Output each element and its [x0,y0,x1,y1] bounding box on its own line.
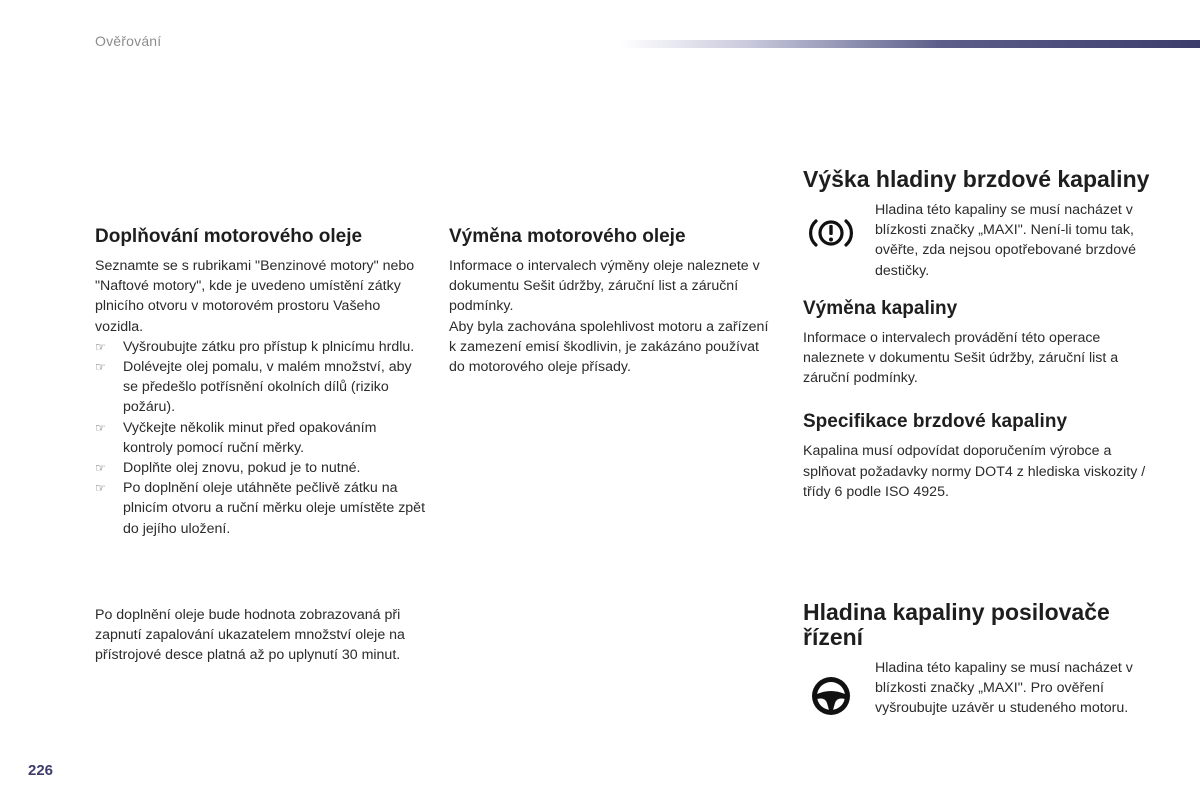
brake-fluid-section [803,167,1163,502]
brake-fluid-spec-title: Specifikace brzdové kapaliny [803,411,1068,433]
list-item: ☞ Po doplnění oleje utáhněte pečlivě zátku na plnicím otvoru a ruční měrku oleje umístěte zpět do jejího uložení. [95,480,426,537]
brake-fluid-spec-text: Kapalina musí odpovídat doporučením výrobce a splňovat požadavky normy DOT4 z hlediska viskozity / třídy 6 podle ISO 4925. [803,443,1146,500]
oil-change-title: Výměna motorového oleje [449,226,686,247]
brake-fluid-row [803,200,1163,281]
steering-wheel-icon [807,672,855,720]
oil-topup-section [95,225,425,539]
list-item: ☞ Vyčkejte několik minut před opakováním kontroly pomocí ruční měrky. [95,419,377,456]
power-steering-section [803,600,1163,720]
running-head: Ověřování [95,33,162,49]
fluid-change-title: Výměna kapaliny [803,297,958,319]
brake-fluid-text: Hladina této kapaliny se musí nacházet v blízkosti značky „MAXI". Není-li tomu tak, ověřte, zda nejsou opotřebované brzdové destičky. [875,202,1137,279]
power-steering-row [803,658,1163,720]
oil-change-text: Informace o intervalech výměny oleje naleznete v dokumentu Sešit údržby, záruční list a záruční podmínky. [449,258,760,315]
brake-warning-icon [807,209,855,257]
oil-gauge-note-text: Po doplnění oleje bude hodnota zobrazovaná při zapnutí zapalování ukazatelem množství oleje na přístrojové desce platná až po uplynutí 30 minut. [95,607,405,664]
pointing-hand-icon: ☞ [95,339,106,354]
oil-topup-title: Doplňování motorového oleje [95,226,363,247]
list-item: ☞ Doplňte olej znovu, pokud je to nutné. [95,458,425,478]
pointing-hand-icon: ☞ [95,481,106,496]
list-item: ☞ Dolévejte olej pomalu, v malém množství, aby se předešlo potřísnění okolních dílů (riziko požáru). [95,359,412,416]
power-steering-text: Hladina této kapaliny se musí nacházet v blízkosti značky „MAXI". Pro ověření vyšroubujte uzávěr u studeného motoru. [875,660,1133,717]
pointing-hand-icon: ☞ [95,420,106,435]
oil-topup-steps [95,337,425,539]
oil-gauge-note [95,605,425,666]
brake-fluid-title: Výška hladiny brzdové kapaliny [803,166,1150,192]
oil-change-section [449,225,769,377]
fluid-change-text: Informace o intervalech provádění této operace naleznete v dokumentu Sešit údržby, záruční list a záruční podmínky. [803,329,1119,387]
pointing-hand-icon: ☞ [95,360,106,375]
pointing-hand-icon: ☞ [95,461,106,476]
header-gradient-bar [620,40,1200,48]
list-item: ☞ Vyšroubujte zátku pro přístup k plnicímu hrdlu. [95,337,425,357]
power-steering-title: Hladina kapaliny posilovače řízení [803,599,1110,650]
page-number: 226 [28,762,54,779]
oil-topup-intro: Seznamte se s rubrikami "Benzinové motory" nebo "Naftové motory", kde je uvedeno umístění zátky plnicího otvoru v motorovém prostoru Vašeho vozidla. [95,258,415,335]
oil-additives-text: Aby byla zachována spolehlivost motoru a zařízení k zamezení emisí škodlivin, je zakázáno používat do motorového oleje přísady. [449,318,769,376]
